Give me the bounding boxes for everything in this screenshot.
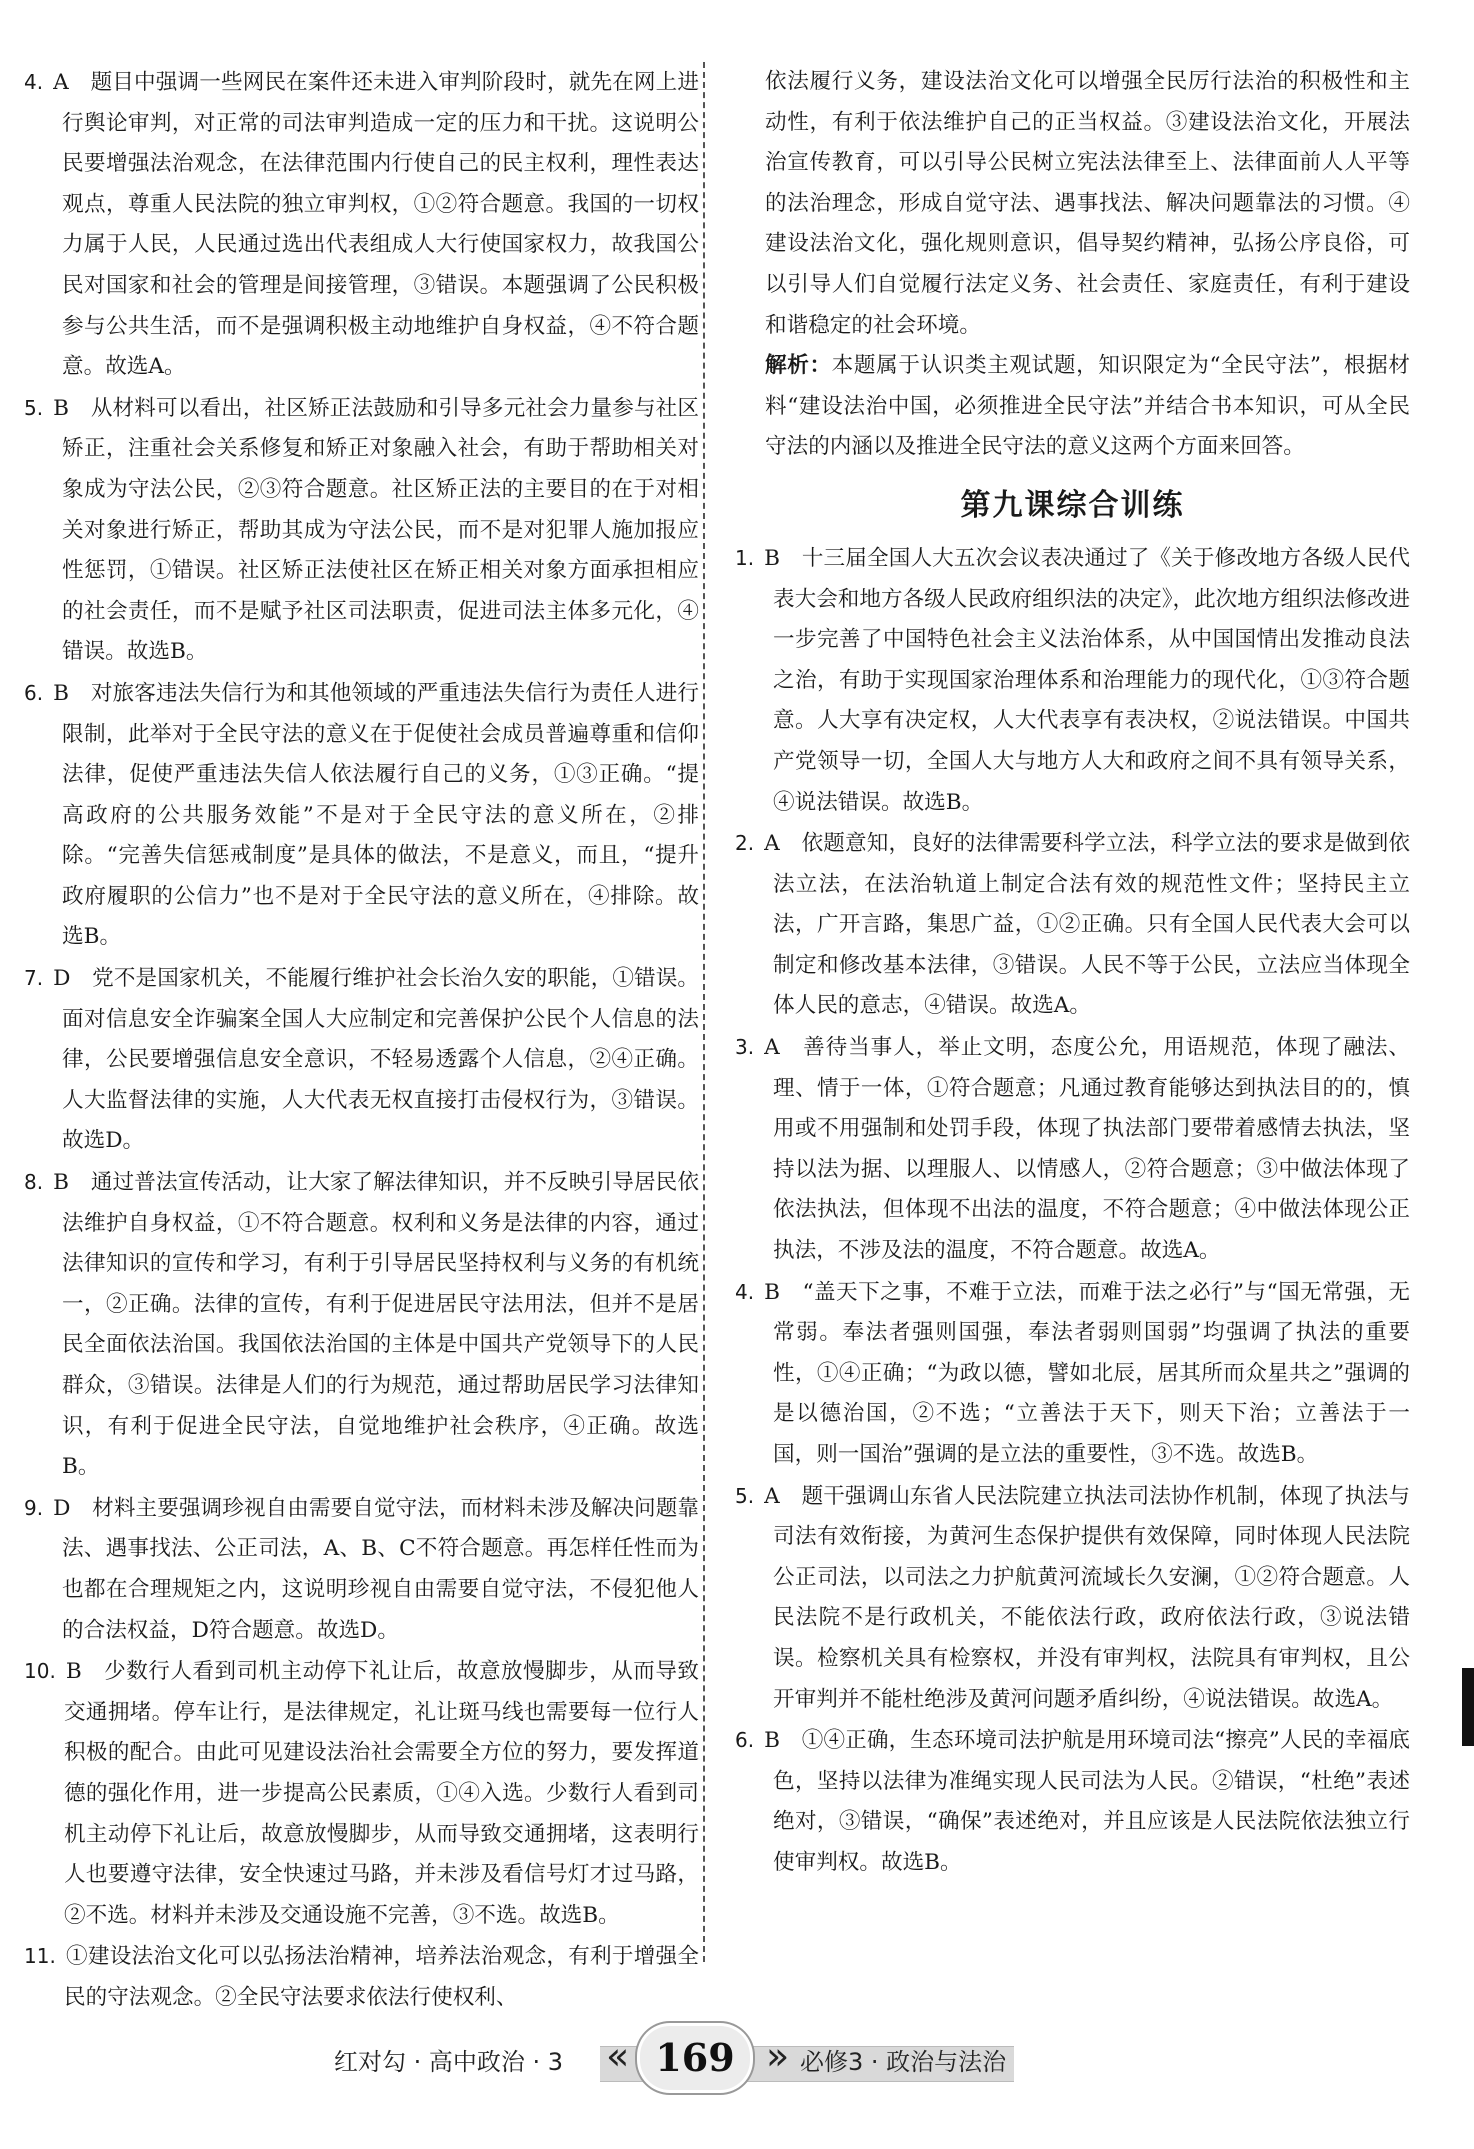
item-text: B 十三届全国人大五次会议表决通过了《关于修改地方各级人民代表大会和地方各级人民政府组织法的决定》，此次地方组织法修改进一步完善了中国特色社会主义法治体系，从中国国情出发推动良法之治，有助于实现国家治理体系和治理能力的现代化，①③符合题意。人大享有决定权，人大代表享有表决权，②说法错误。中国共产党领导一切，全国人大与地方人大和政府之间不具有领导关系，④说法错误。故选B。	[764, 545, 1411, 815]
item-text: B 对旅客违法失信行为和其他领域的严重违法失信行为责任人进行限制，此举对于全民守法的意义在于促使社会成员普遍尊重和信仰法律，促使严重违法失信人依法履行自己的义务，①③正确。“提高政府的公共服务效能”不是对于全民守法的意义所在，②排除。“完善失信惩戒制度”是具体的做法，不是意义，而且，“提升政府履职的公信力”也不是对于全民守法的意义所在，④排除。故选B。	[53, 680, 699, 950]
item-number: 1.	[735, 545, 755, 570]
column-divider	[703, 62, 705, 1962]
answer-item	[735, 1272, 1410, 1476]
item-text: A 依题意知，良好的法律需要科学立法，科学立法的要求是做到依法立法，在法治轨道上制定合法有效的规范性文件；坚持民主立法，广开言路，集思广益，①②正确。只有全国人民代表大会可以制定和修改基本法律，③错误。人民不等于公民，立法应当体现全体人民的意志，④错误。故选A。	[764, 831, 1410, 1019]
item-number: 7.	[24, 966, 44, 991]
item-text: A 善待当事人，举止文明，态度公允，用语规范，体现了融法、理、情于一体，①符合题意；凡通过教育能够达到执法目的的，慎用或不用强制和处罚手段，体现了执法部门要带着感情去执法，坚持以法为据、以理服人、以情感人，②符合题意；③中做法体现了依法执法，但体现不出法的温度，不符合题意；④中做法体现公正执法，不涉及法的温度，不符合题意。故选A。	[764, 1035, 1410, 1264]
item-number: 8.	[24, 1170, 44, 1195]
item-text: D 材料主要强调珍视自由需要自觉守法，而材料未涉及解决问题靠法、遇事找法、公正司法，A、B、C不符合题意。再怎样任性而为也都在合理规矩之内，这说明珍视自由需要自觉守法，不侵犯他人的合法权益，D符合题意。故选D。	[53, 1495, 699, 1643]
answer-item	[24, 1488, 699, 1651]
item-text: ①建设法治文化可以弘扬法治精神，培养法治观念，有利于增强全民的守法观念。②全民守法要求依法行使权利、	[64, 1944, 699, 2010]
analysis-block	[735, 346, 1410, 468]
answer-item	[735, 1027, 1410, 1272]
footer-volume-title: 必修3 · 政治与法治	[800, 2048, 1007, 2076]
analysis-text: 本题属于认识类主观试题，知识限定为“全民守法”，根据材料“建设法治中国，必须推进全民守法”并结合书本知识，可从全民守法的内涵以及推进全民守法的意义这两个方面来回答。	[765, 353, 1410, 460]
item-number: 5.	[735, 1483, 755, 1508]
item-number: 10.	[24, 1659, 56, 1684]
item-text: B 从材料可以看出，社区矫正法鼓励和引导多元社会力量参与社区矫正，注重社会关系修复和矫正对象融入社会，有助于帮助相关对象成为守法公民，②③符合题意。社区矫正法的主要目的在于对相关对象进行矫正，帮助其成为守法公民，而不是对犯罪人施加报应性惩罚，①错误。社区矫正法使社区在矫正相关对象方面承担相应的社会责任，而不是赋予社区司法职责，促进司法主体多元化，④错误。故选B。	[53, 395, 699, 665]
answer-item	[24, 1162, 699, 1488]
answer-item	[24, 62, 699, 388]
answer-item	[24, 673, 699, 958]
chevron-left-icon: «	[606, 2034, 630, 2078]
item-number: 6.	[24, 680, 44, 705]
item-number: 3.	[735, 1035, 755, 1060]
answer-item	[735, 823, 1410, 1027]
item-text: A 题目中强调一些网民在案件还未进入审判阶段时，就先在网上进行舆论审判，对正常的司法审判造成一定的压力和干扰。这说明公民要增强法治观念，在法律范围内行使自己的民主权利，理性表达观点，尊重人民法院的独立审判权，①②符合题意。我国的一切权力属于人民，人民通过选出代表组成人大行使国家权力，故我国公民对国家和社会的管理是间接管理，③错误。本题强调了公民积极参与公共生活，而不是强调积极主动地维护自身权益，④不符合题意。故选A。	[53, 70, 699, 380]
right-column	[735, 62, 1410, 1884]
page-number: 169	[640, 2026, 750, 2090]
section-title: 第九课综合训练	[960, 487, 1185, 523]
item-number: 11.	[24, 1944, 56, 1969]
left-column	[24, 62, 699, 2019]
answer-item	[735, 1720, 1410, 1883]
item-text: B ①④正确，生态环境司法护航是用环境司法“擦亮”人民的幸福底色，坚持以法律为准绳实现人民司法为人民。②错误，“杜绝”表述绝对，③错误，“确保”表述绝对，并且应该是人民法院依法独立行使审判权。故选B。	[764, 1728, 1410, 1875]
item-number: 2.	[735, 831, 755, 856]
page-footer	[0, 2000, 1474, 2120]
chevron-right-icon: »	[766, 2034, 790, 2078]
answer-continuation: 依法履行义务，建设法治文化可以增强全民厉行法治的积极性和主动性，有利于依法维护自己的正当权益。③建设法治文化，开展法治宣传教育，可以引导公民树立宪法法律至上、法律面前人人平等的法治理念，形成自觉守法、遇事找法、解决问题靠法的习惯。④建设法治文化，强化规则意识，倡导契约精神，弘扬公序良俗，可以引导人们自觉履行法定义务、社会责任、家庭责任，有利于建设和谐稳定的社会环境。	[765, 69, 1410, 338]
item-text: B 少数行人看到司机主动停下礼让后，故意放慢脚步，从而导致交通拥堵。停车让行，是法律规定，礼让斑马线也需要每一位行人积极的配合。由此可见建设法治社会需要全方位的努力，要发挥道德的强化作用，进一步提高公民素质，①④入选。少数行人看到司机主动停下礼让后，故意放慢脚步，从而导致交通拥堵，这表明行人也要遵守法律，安全快速过马路，并未涉及看信号灯才过马路，②不选。材料并未涉及交通设施不完善，③不选。故选B。	[64, 1659, 699, 1928]
item-number: 4.	[24, 70, 44, 94]
answer-item	[735, 1476, 1410, 1721]
answer-item	[24, 958, 699, 1162]
answer-item	[24, 1651, 699, 1936]
page-edge-tab	[1462, 1668, 1474, 1746]
item-text: A 题干强调山东省人民法院建立执法司法协作机制，体现了执法与司法有效衔接，为黄河生态保护提供有效保障，同时体现人民法院公正司法，以司法之力护航黄河流域长久安澜，①②符合题意。人民法院不是行政机关，不能依法行政，政府依法行政，③说法错误。检察机关具有检察权，并没有审判权，法院具有审判权，且公开审判并不能杜绝涉及黄河问题矛盾纠纷，④说法错误。故选A。	[764, 1483, 1410, 1712]
footer-book-title: 红对勾 · 高中政治 · 3	[334, 2048, 564, 2076]
analysis-label: 解析：	[765, 353, 832, 379]
item-number: 4.	[735, 1279, 755, 1304]
item-number: 9.	[24, 1495, 44, 1520]
item-text: B 通过普法宣传活动，让大家了解法律知识，并不反映引导居民依法维护自身权益，①不符合题意。权利和义务是法律的内容，通过法律知识的宣传和学习，有利于引导居民坚持权利与义务的有机统一，②正确。法律的宣传，有利于促进居民守法用法，但并不是居民全面依法治国。我国依法治国的主体是中国共产党领导下的人民群众，③错误。法律是人们的行为规范，通过帮助居民学习法律知识，有利于促进全民守法，自觉地维护社会秩序，④正确。故选B。	[53, 1170, 699, 1480]
answer-item	[24, 388, 699, 673]
item-number: 6.	[735, 1728, 755, 1753]
item-text: B “盖天下之事，不难于立法，而难于法之必行”与“国无常强，无常弱。奉法者强则国强，奉法者弱则国弱”均强调了执法的重要性，①④正确；“为政以德，譬如北辰，居其所而众星共之”强调的是以德治国，②不选；“立善法于天下，则天下治；立善法于一国，则一国治”强调的是立法的重要性，③不选。故选B。	[764, 1279, 1410, 1467]
item-number: 5.	[24, 395, 44, 420]
item-text: D 党不是国家机关，不能履行维护社会长治久安的职能，①错误。面对信息安全诈骗案全国人大应制定和完善保护公民个人信息的法律，公民要增强信息安全意识，不轻易透露个人信息，②④正确。人大监督法律的实施，人大代表无权直接打击侵权行为，③错误。故选D。	[53, 966, 699, 1154]
answer-item	[735, 538, 1410, 823]
